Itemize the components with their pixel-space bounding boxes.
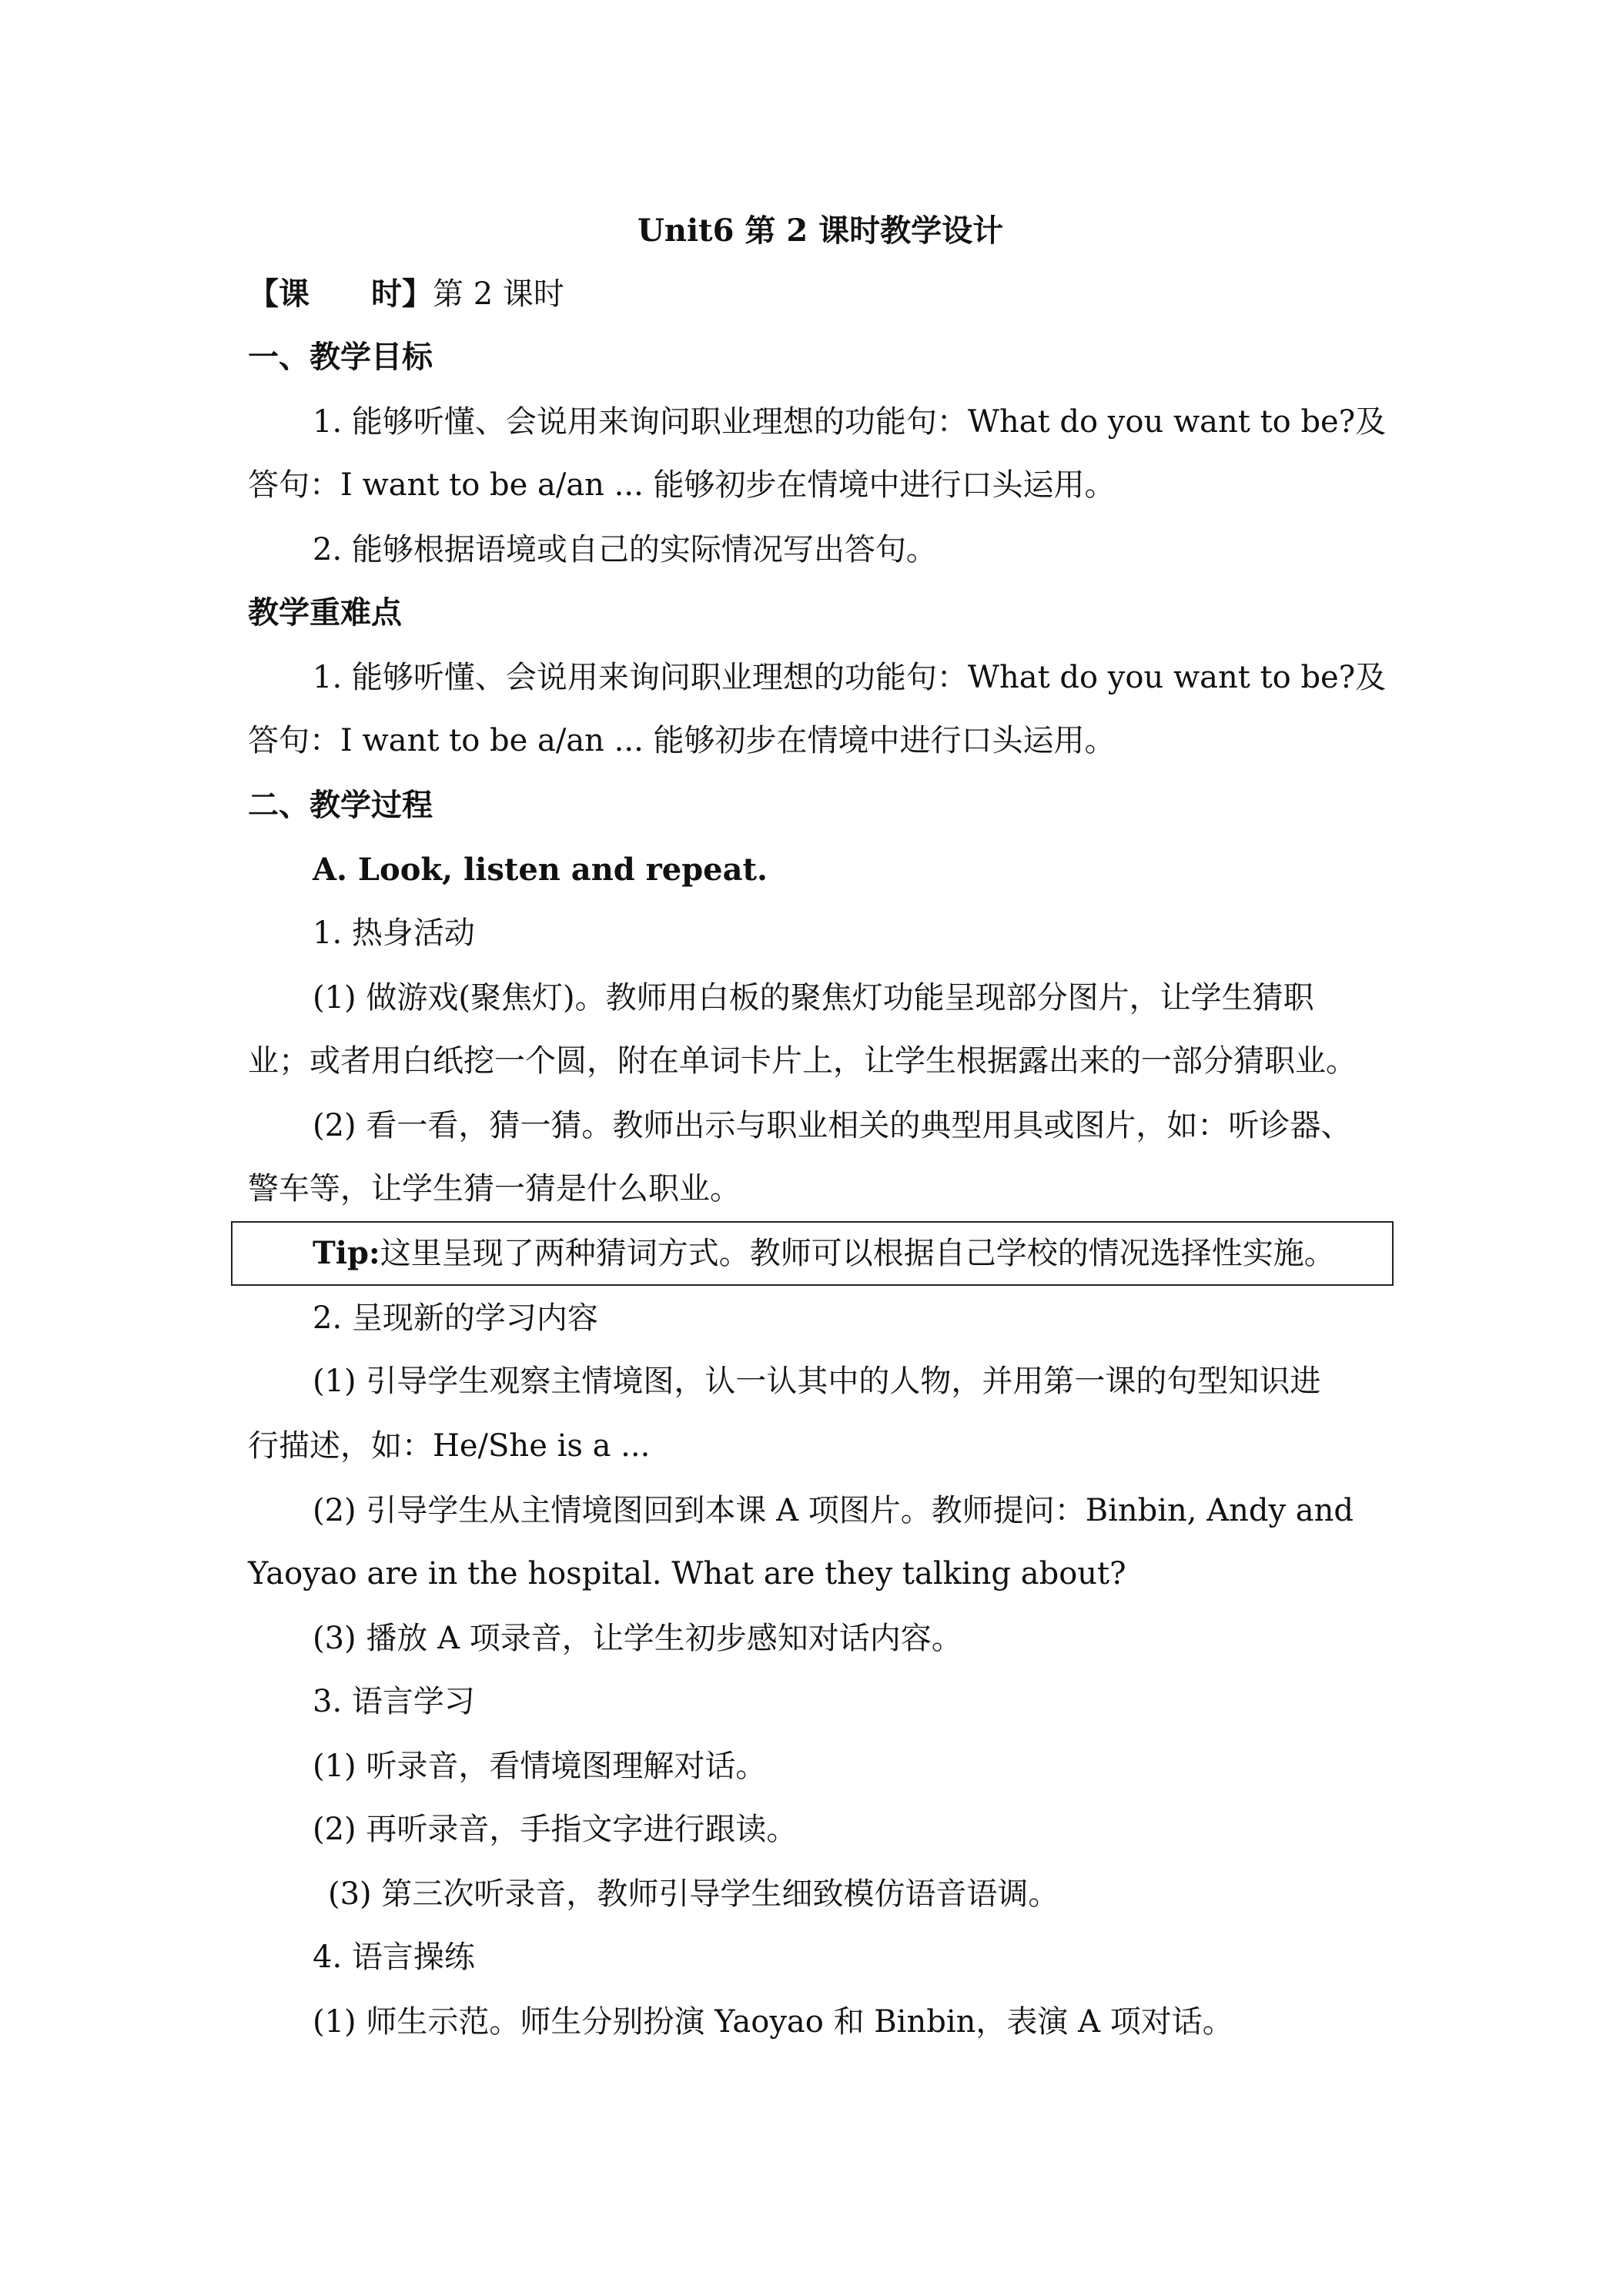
step1-item1-line1: (1) 做游戏(聚焦灯)。教师用白板的聚焦灯功能呈现部分图片，让学生猜职	[313, 980, 1314, 1016]
period-value: 第 2 课时	[433, 276, 564, 312]
step2-item2-line1: (2) 引导学生从主情境图回到本课 A 项图片。教师提问：Binbin, Andy and	[313, 1493, 1354, 1528]
goal1-line2: 答句：I want to be a/an ... 能够初步在情境中进行口头运用。	[248, 467, 1116, 503]
period-label: 【课 时】	[248, 276, 433, 312]
step3-item3: (3) 第三次听录音，教师引导学生细致模仿语音语调。	[328, 1876, 1059, 1912]
step2-item1-line2: 行描述，如：He/She is a ...	[248, 1428, 651, 1464]
goal1-line1: 1. 能够听懂、会说用来询问职业理想的功能句：What do you want to be?及	[313, 404, 1387, 440]
section2-heading: 二、教学过程	[248, 787, 433, 823]
section1-heading: 一、教学目标	[248, 339, 433, 375]
step4-title: 4. 语言操练	[313, 1940, 475, 1975]
tip-label: Tip:	[313, 1235, 380, 1271]
step1-title: 1. 热身活动	[313, 915, 475, 951]
goal2: 2. 能够根据语境或自己的实际情况写出答句。	[313, 532, 937, 567]
part-a-heading: A. Look, listen and repeat.	[313, 852, 768, 888]
key-points-heading: 教学重难点	[248, 594, 402, 631]
step2-item2-line2: Yaoyao are in the hospital. What are they talking about?	[248, 1556, 1126, 1591]
step3-item1: (1) 听录音，看情境图理解对话。	[313, 1749, 767, 1784]
key-point1-line1: 1. 能够听懂、会说用来询问职业理想的功能句：What do you want to be?及	[313, 660, 1387, 695]
step4-item1: (1) 师生示范。师生分别扮演 Yaoyao 和 Binbin，表演 A 项对话。	[313, 2004, 1233, 2040]
tip-text	[313, 1235, 1335, 1272]
step3-title: 3. 语言学习	[313, 1684, 475, 1719]
document-title: Unit6 第 2 课时教学设计	[637, 213, 1004, 249]
step2-title: 2. 呈现新的学习内容	[313, 1300, 598, 1336]
step1-item2-line1: (2) 看一看，猜一猜。教师出示与职业相关的典型用具或图片，如：听诊器、	[313, 1108, 1352, 1143]
step1-item1-line2: 业；或者用白纸挖一个圆，附在单词卡片上，让学生根据露出来的一部分猜职业。	[248, 1043, 1357, 1079]
step1-item2-line2: 警车等，让学生猜一猜是什么职业。	[248, 1171, 741, 1207]
period-row	[248, 276, 564, 313]
tip-body: 这里呈现了两种猜词方式。教师可以根据自己学校的情况选择性实施。	[380, 1236, 1335, 1271]
key-point1-line2: 答句：I want to be a/an ... 能够初步在情境中进行口头运用。	[248, 723, 1116, 758]
step3-item2: (2) 再听录音，手指文字进行跟读。	[313, 1812, 798, 1847]
step2-item1-line1: (1) 引导学生观察主情境图，认一认其中的人物，并用第一课的句型知识进	[313, 1364, 1321, 1399]
step2-item3: (3) 播放 A 项录音，让学生初步感知对话内容。	[313, 1621, 962, 1656]
